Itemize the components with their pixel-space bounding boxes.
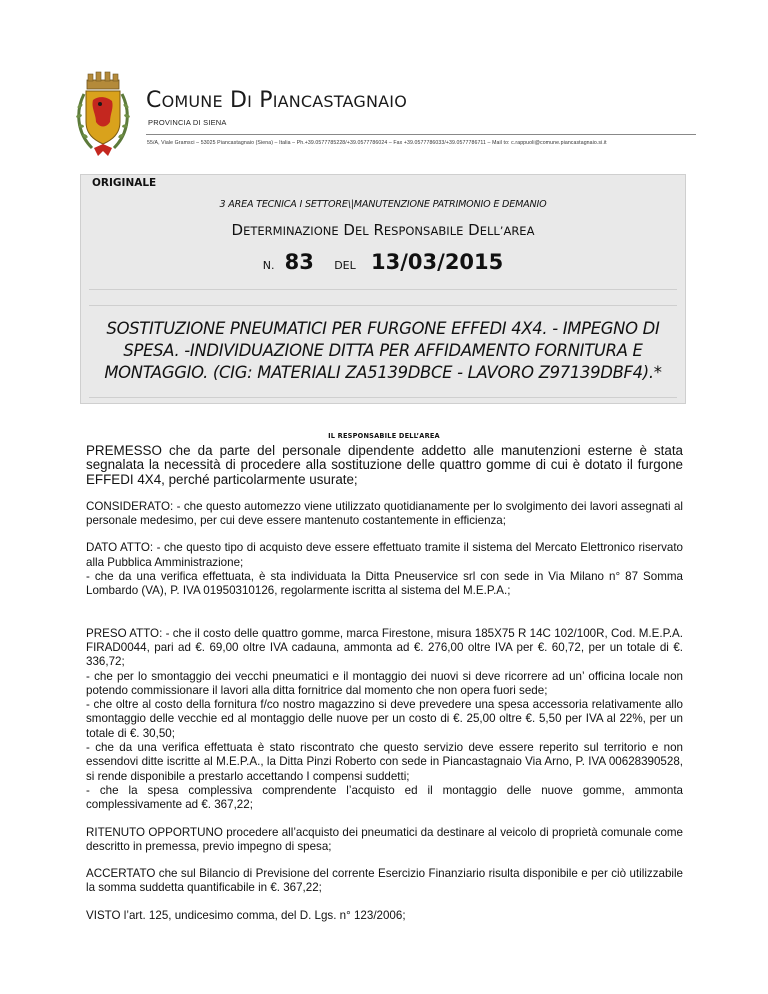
paragraph-accertato: ACCERTATO che sul Bilancio di Previsione del corrente Esercizio Finanziario risulta disponibile e per ciò utilizzabile la somma suddetta quantificabile in €. 367,22; [86,867,683,895]
determinazione-number-line [80,250,686,274]
determinazione-date: 13/03/2015 [371,250,504,274]
determinazione-subject: SOSTITUZIONE PNEUMATICI PER FURGONE EFFEDI 4X4. - IMPEGNO DI SPESA. -INDIVIDUAZIONE DITTA PER AFFIDAMENTO FORNITURA E MONTAGGIO. (CIG: MATERIALI ZA5139DBCE - LAVORO Z97139DBF4).* [104,319,662,382]
coat-of-arms-icon [74,70,132,162]
determinazione-number: 83 [284,250,314,274]
paragraph-dato-atto: DATO ATTO: - che questo tipo di acquisto deve essere effettuato tramite il sistema del Mercato Elettronico riservato alla Pubblica Amministrazione; - che da una verifica effettuata, è sta individuata la Ditta Pneuservice srl con sede in Via Milano n° 87 Somma Lombardo (VA), P. IVA 01950310126, regolarmente iscritta al sistema del M.E.P.A.; [86,541,683,598]
del-label: DEL [334,259,356,272]
paragraph-premesso: PREMESSO che da parte del personale dipendente addetto alle manutenzioni esterne è stata segnalata la necessità di procedere alla sostituzione delle quattro gomme di cui è dotato il furgone EFFEDI 4X4, perché particolarmente usurate; [86,443,683,487]
provincia-label: PROVINCIA DI SIENA [148,118,227,127]
header-address: 55/A, Viale Gramsci – 53025 Piancastagnaio (Siena) – Italia – Ph.+39.0577785228/+39.0577786024 – Fax +39.0577786033/+39.0577786711 – Mail to: c.rappuoli@comune.piancastagnaio.si.it [147,140,607,146]
responsabile-heading: IL RESPONSABILE DELL’AREA [328,432,440,440]
number-label: N. [262,259,275,272]
box-divider [89,397,677,398]
area-label: 3 AREA TECNICA I SETTORE\|MANUTENZIONE PATRIMONIO E DEMANIO [219,199,547,210]
paragraph-visto: VISTO l’art. 125, undicesimo comma, del D. Lgs. n° 123/2006; [86,908,406,922]
comune-title: COMUNE DI PIANCASTAGNAIO [146,88,408,113]
paragraph-preso-atto: PRESO ATTO: - che il costo delle quattro gomme, marca Firestone, misura 185X75 R 14C 102/100R, Cod. M.E.P.A. FIRAD0044, pari ad €. 69,00 oltre IVA cadauna, ammonta ad €. 276,00 oltre IVA per €. 60,72, per un totale di €. 336,72; - che per lo smontaggio dei vecchi pneumatici e il montaggio dei nuovi si deve ricorrere ad un’ officina locale non potendo commissionare il lavori alla ditta fornitrice dal momento che non opera fuori sede; - che oltre al costo della fornitura f/co nostro magazzino si deve prevedere una spesa accessoria relativamente allo smontaggio delle vecchie ed al montaggio delle nuove per un costo di €. 25,00 oltre €. 5,50 per IVA al 22%, per un totale di €. 30,50; - che da una verifica effettuata è stato riscontrato che questo servizio deve essere reperito sul territorio e non essendovi ditte iscritte al M.E.P.A., la Ditta Pinzi Roberto con sede in Piancastagnaio Via Arno, P. IVA 00628390528, si rende disponibile a prestarlo accettando I compensi suddetti; - che la spesa complessiva comprendente l’acquisto ed il montaggio delle nuove gomme, ammonta complessivamente ad €. 367,22; [86,626,683,812]
header-divider [146,134,696,135]
box-divider [89,305,677,306]
originale-label: ORIGINALE [92,177,157,189]
determinazione-title: DETERMINAZIONE DEL RESPONSABILE DELL’AREA [231,221,535,239]
paragraph-ritenuto: RITENUTO OPPORTUNO procedere all’acquisto dei pneumatici da destinare al veicolo di proprietà comunale come descritto in premessa, previo impegno di spesa; [86,825,683,853]
box-divider [89,289,677,290]
paragraph-considerato: CONSIDERATO: - che questo automezzo viene utilizzato quotidianamente per lo svolgimento dei lavori assegnati al personale medesimo, per cui deve essere mantenuto costantemente in efficienza; [86,499,683,528]
document-body [86,444,683,936]
